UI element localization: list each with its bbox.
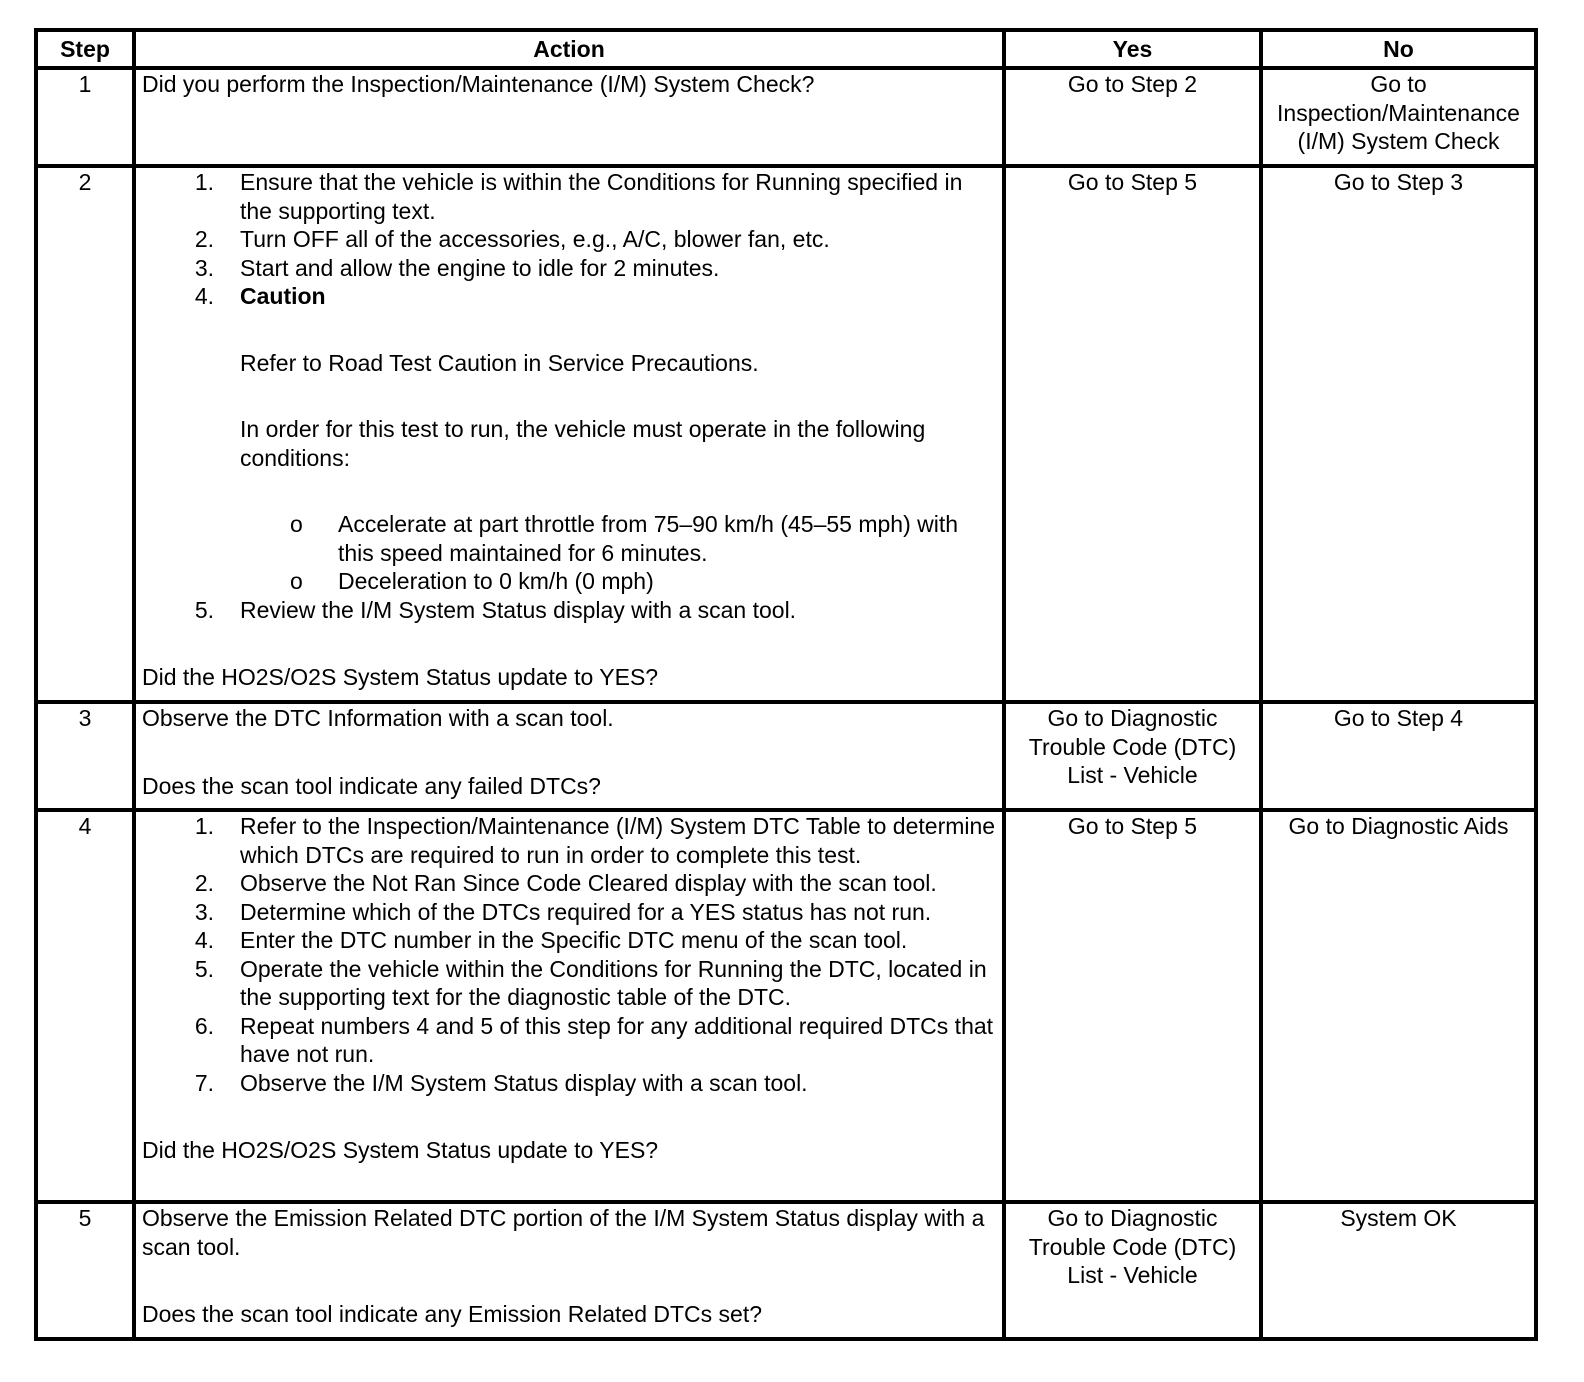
header-yes: Yes	[1004, 30, 1261, 68]
question-text: Did the HO2S/O2S System Status update to YES?	[142, 1137, 659, 1163]
item-text: Enter the DTC number in the Specific DTC menu of the scan tool.	[240, 927, 908, 953]
list-item	[142, 898, 996, 927]
action-text: Did you perform the Inspection/Maintenance (I/M) System Check?	[142, 71, 815, 97]
table-row	[36, 702, 1536, 810]
question-text: Does the scan tool indicate any failed DTCs?	[142, 772, 601, 799]
item-text: Ensure that the vehicle is within the Conditions for Running specified in the supporting text.	[240, 169, 963, 224]
list-item	[142, 869, 996, 898]
list-item	[142, 1069, 996, 1098]
action-cell	[134, 68, 1004, 166]
step-number: 5	[36, 1202, 134, 1339]
item-text: Start and allow the engine to idle for 2 minutes.	[240, 254, 720, 281]
item-number: 7.	[194, 1069, 214, 1096]
procedure-list	[142, 168, 996, 624]
no-result: System OK	[1261, 1202, 1536, 1339]
procedure-list	[142, 812, 996, 1097]
table-row	[36, 68, 1536, 166]
condition-item	[240, 510, 996, 567]
no-result: Go to Diagnostic Aids	[1261, 810, 1536, 1202]
item-number: 6.	[194, 1012, 214, 1039]
condition-text: Accelerate at part throttle from 75–90 km/h (45–55 mph) with this speed maintained for 6 minutes.	[338, 511, 959, 566]
conditions-text: In order for this test to run, the vehicle must operate in the following conditions:	[240, 416, 926, 471]
item-text: Observe the Not Ran Since Code Cleared display with the scan tool.	[240, 870, 937, 896]
action-text: Observe the DTC Information with a scan tool.	[142, 705, 614, 731]
question-text: Does the scan tool indicate any Emission Related DTCs set?	[142, 1301, 763, 1327]
item-number: 3.	[194, 898, 214, 925]
bullet: o	[290, 511, 303, 537]
table-row	[36, 1202, 1536, 1339]
item-number: 2.	[194, 870, 214, 896]
item-number: 5.	[194, 596, 214, 623]
header-no: No	[1261, 30, 1536, 68]
item-text: Turn OFF all of the accessories, e.g., A/C, blower fan, etc.	[240, 226, 830, 252]
item-text: Operate the vehicle within the Conditions for Running the DTC, located in the supporting text for the diagnostic table of the DTC.	[240, 955, 987, 1010]
item-number: 3.	[194, 254, 214, 281]
item-text: Determine which of the DTCs required for a YES status has not run.	[240, 898, 932, 925]
caution-text: Refer to Road Test Caution in Service Precautions.	[240, 349, 759, 376]
yes-result: Go to Diagnostic Trouble Code (DTC) List - Vehicle	[1004, 1202, 1261, 1339]
list-item	[142, 812, 996, 869]
item-number: 2.	[194, 226, 214, 252]
yes-result: Go to Step 2	[1004, 68, 1261, 166]
no-result: Go to Inspection/Maintenance (I/M) System Check	[1261, 68, 1536, 166]
caution-heading: Caution	[240, 283, 326, 309]
list-item	[142, 955, 996, 1012]
step-number: 3	[36, 702, 134, 810]
yes-result: Go to Step 5	[1004, 166, 1261, 702]
question-text: Did the HO2S/O2S System Status update to YES?	[142, 664, 659, 690]
list-item	[142, 926, 996, 955]
header-row	[36, 30, 1536, 68]
list-item	[142, 282, 996, 596]
action-cell	[134, 1202, 1004, 1339]
step-number: 2	[36, 166, 134, 702]
diagnostic-table	[34, 28, 1538, 1341]
item-number: 1.	[194, 169, 214, 195]
action-cell	[134, 166, 1004, 702]
action-cell	[134, 810, 1004, 1202]
action-cell	[134, 702, 1004, 810]
table-row	[36, 166, 1536, 702]
step-number: 4	[36, 810, 134, 1202]
item-text: Review the I/M System Status display with a scan tool.	[240, 596, 797, 623]
item-number: 1.	[194, 813, 214, 839]
list-item	[142, 225, 996, 254]
list-item	[142, 168, 996, 225]
action-text: Observe the Emission Related DTC portion of the I/M System Status display with a scan tool.	[142, 1205, 985, 1260]
item-text: Refer to the Inspection/Maintenance (I/M) System DTC Table to determine which DTCs are required to run in order to complete this test.	[240, 813, 996, 868]
no-result: Go to Step 3	[1261, 166, 1536, 702]
table-row	[36, 810, 1536, 1202]
item-text: Observe the I/M System Status display with a scan tool.	[240, 1069, 808, 1096]
condition-text: Deceleration to 0 km/h (0 mph)	[338, 568, 654, 594]
item-number: 4.	[194, 283, 214, 309]
item-text: Repeat numbers 4 and 5 of this step for any additional required DTCs that have not run.	[240, 1012, 994, 1067]
yes-result: Go to Step 5	[1004, 810, 1261, 1202]
list-item	[142, 1012, 996, 1069]
list-item	[142, 596, 996, 625]
header-step: Step	[36, 30, 134, 68]
bullet: o	[290, 568, 303, 594]
header-action: Action	[134, 30, 1004, 68]
no-result: Go to Step 4	[1261, 702, 1536, 810]
item-number: 5.	[194, 955, 214, 982]
condition-item	[240, 567, 996, 596]
step-number: 1	[36, 68, 134, 166]
list-item	[142, 254, 996, 283]
item-number: 4.	[194, 927, 214, 953]
yes-result: Go to Diagnostic Trouble Code (DTC) List - Vehicle	[1004, 702, 1261, 810]
conditions-list	[240, 510, 996, 596]
